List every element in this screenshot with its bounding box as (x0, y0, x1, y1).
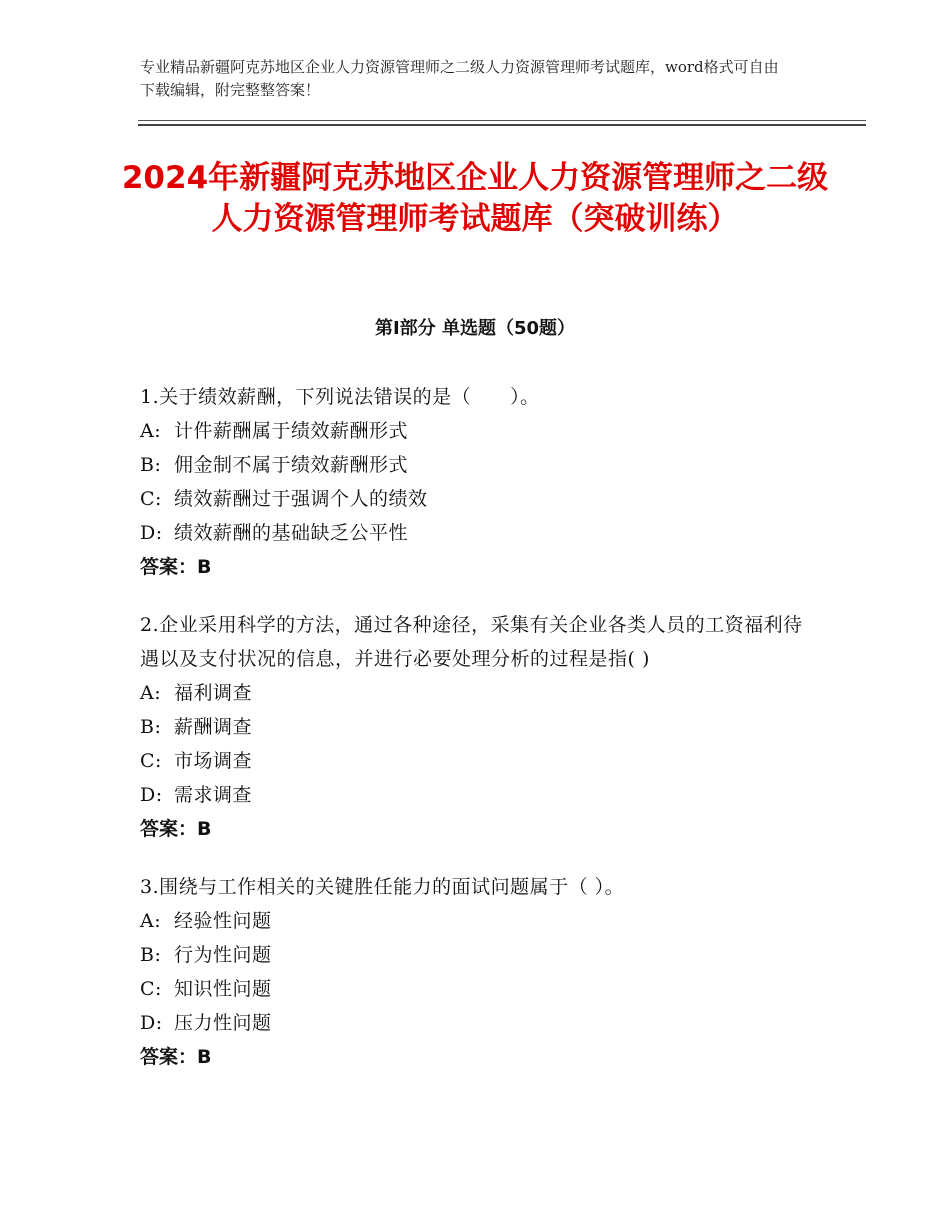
option-text: 福利调查 (174, 682, 253, 704)
option-letter: D: (140, 522, 163, 544)
option-letter: B: (140, 454, 162, 476)
option-a (140, 904, 805, 938)
option-a (140, 414, 805, 448)
option-b (140, 448, 805, 482)
question-2 (140, 608, 805, 846)
question-stem: 1.关于绩效薪酬，下列说法错误的是（ ）。 (140, 386, 540, 408)
option-letter: C: (140, 978, 162, 1000)
option-letter: D: (140, 1012, 163, 1034)
question-1 (140, 380, 805, 584)
option-letter: B: (140, 716, 162, 738)
option-d (140, 778, 805, 812)
option-text: 压力性问题 (174, 1012, 272, 1034)
answer-line: 答案：B (140, 818, 212, 840)
option-d (140, 516, 805, 550)
option-c (140, 972, 805, 1006)
option-a (140, 676, 805, 710)
option-letter: A: (140, 420, 162, 442)
option-letter: B: (140, 944, 162, 966)
option-text: 知识性问题 (174, 978, 272, 1000)
option-text: 绩效薪酬过于强调个人的绩效 (174, 488, 428, 510)
question-stem: 2.企业采用科学的方法，通过各种途径，采集有关企业各类人员的工资福利待遇以及支付状况的信息，并进行必要处理分析的过程是指( ) (140, 614, 803, 670)
question-list (140, 380, 805, 1098)
header-note: 专业精品新疆阿克苏地区企业人力资源管理师之二级人力资源管理师考试题库，word格式可自由下载编辑，附完整整答案！ (140, 58, 779, 99)
document-title: 2024年新疆阿克苏地区企业人力资源管理师之二级人力资源管理师考试题库（突破训练） (121, 160, 829, 237)
option-c (140, 482, 805, 516)
option-letter: A: (140, 910, 162, 932)
option-letter: C: (140, 488, 162, 510)
option-text: 计件薪酬属于绩效薪酬形式 (174, 420, 409, 442)
option-text: 绩效薪酬的基础缺乏公平性 (174, 522, 409, 544)
option-text: 行为性问题 (174, 944, 272, 966)
question-stem: 3.围绕与工作相关的关键胜任能力的面试问题属于（ ）。 (140, 876, 625, 898)
option-text: 需求调查 (174, 784, 253, 806)
section-heading: 第Ⅰ部分 单选题（50题） (374, 318, 575, 339)
option-letter: D: (140, 784, 163, 806)
option-text: 市场调查 (174, 750, 253, 772)
header-divider-thin (138, 120, 866, 121)
option-text: 佣金制不属于绩效薪酬形式 (174, 454, 409, 476)
option-letter: A: (140, 682, 162, 704)
option-d (140, 1006, 805, 1040)
option-b (140, 710, 805, 744)
header-divider-thick (138, 124, 866, 126)
option-text: 经验性问题 (174, 910, 272, 932)
answer-line: 答案：B (140, 556, 212, 578)
option-b (140, 938, 805, 972)
answer-line: 答案：B (140, 1046, 212, 1068)
option-letter: C: (140, 750, 162, 772)
option-c (140, 744, 805, 778)
question-3 (140, 870, 805, 1074)
option-text: 薪酬调查 (174, 716, 253, 738)
